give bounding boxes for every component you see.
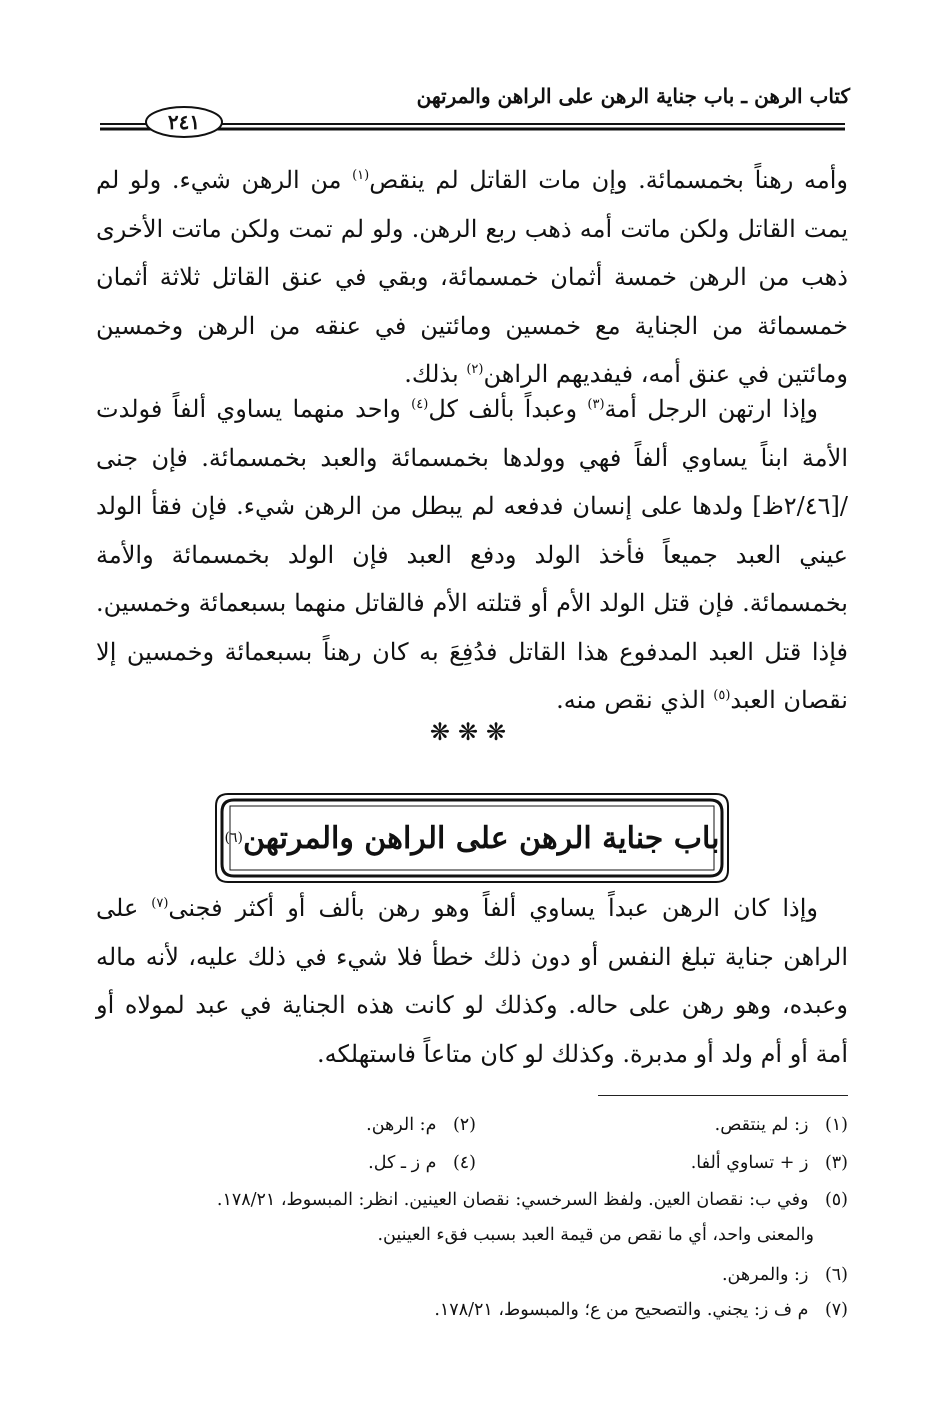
footnote-text: ز: والمرهن. [721,1265,809,1285]
footnote-marker-7[interactable]: (٧) [151,896,169,911]
footnote-text: ز + تساوي ألفا. [690,1153,809,1173]
footnote-text: م ف ز: يجني. والتصحيح من ع؛ والمبسوط، ١٧٨/٢١. [434,1300,809,1320]
footnote-marker-1[interactable]: (١) [352,168,370,183]
footnote-number: (١) [824,1115,848,1135]
section-separator: ❋❋❋ [429,718,515,746]
paragraph-1 [96,156,848,399]
text-span: على الراهن جناية تبلغ النفس أو دون ذلك خطأ فلا شيء في ذلك عليه، لأنه ماله وعبده، وهو رهن على حاله. وكذلك لو كانت هذه الجناية في عبد لمولاه أو أمة أو أم ولد أو مدبرة. وكذلك لو كان متاعاً فاستهلكه. [96,894,848,1068]
paragraph-2 [96,385,848,725]
text-span: وعبداً بألف كل [428,395,588,423]
footnote-5 [217,1187,848,1213]
footnote-3 [691,1150,848,1176]
footnote-text: م: الرهن. [366,1115,437,1135]
paragraph-3 [96,884,848,1078]
text-span: واحد منهما يساوي ألفاً فولدت الأمة ابناً يساوي ألفاً فهي وولدها بخمسمائة والعبد بخمسمائة. فإن جنى /[٢/٤٦ظ] ولدها على إنسان فدفعه لم يبطل من الرهن شيء. فإن فقأ الولد عيني العبد جميعاً فأخذ الولد ودفع العبد فإن الولد بخمسمائة والأمة بخمسمائة. فإن قتل الولد الأم أو قتلته الأم فالقاتل منهما بسبعمائة وخمسين. فإذا قتل العبد المدفوع هذا القاتل فدُفِعَ به كان رهناً بسبعمائة وخمسين إلا نقصان العبد [96,395,848,714]
footnote-separator-rule [598,1095,848,1096]
footnote-1 [715,1112,848,1138]
footnote-6 [722,1262,848,1288]
footnote-number: (٧) [824,1300,848,1320]
footnote-5-continuation: والمعنى واحد، أي ما نقص من قيمة العبد بسبب فقء العينين. [377,1225,814,1245]
footnote-number: (٦) [824,1265,848,1285]
footnote-7 [434,1297,848,1323]
text-span: بذلك. [404,360,467,388]
text-span: من الرهن شيء. ولو لم يمت القاتل ولكن ماتت أمه ذهب ربع الرهن. ولو لم تمت ولكن ماتت الأخرى ذهب من الرهن خمسة أثمان خمسمائة، وبقي في عنق القاتل ثلاثة أثمان خمسمائة من الجناية مع خمسين ومائتين في عنقه من الرهن وخمسين ومائتين في عنق أمه، فيفديهم الراهن [96,166,848,388]
footnote-number: (٣) [824,1153,848,1173]
footnote-number: (٢) [452,1115,476,1135]
footnote-marker-4[interactable]: (٤) [411,397,429,412]
chapter-title-text: باب جناية الرهن على الراهن والمرتهن [242,820,720,856]
footnote-2 [366,1112,476,1138]
text-span: وإذا ارتهن الرجل أمة [604,395,818,423]
footnote-text: وفي ب: نقصان العين. ولفظ السرخسي: نقصان العينين. انظر: المبسوط، ١٧٨/٢١. [216,1190,809,1210]
footnote-number: (٤) [452,1153,476,1173]
footnote-marker-6[interactable]: (٦) [224,830,243,846]
chapter-title [214,792,730,884]
footnote-text: م ز ـ كل. [368,1153,437,1173]
footnote-4 [368,1150,476,1176]
footnote-marker-3[interactable]: (٣) [587,397,605,412]
footnote-marker-5[interactable]: (٥) [713,688,731,703]
text-span: الذي نقص منه. [556,686,714,714]
running-header: كتاب الرهن ـ باب جناية الرهن على الراهن والمرتهن [416,84,850,108]
footnote-number: (٥) [824,1190,848,1210]
page-number: ٢٤١ [167,110,201,134]
footnote-marker-2[interactable]: (٢) [466,362,484,377]
text-span: وإذا كان الرهن عبداً يساوي ألفاً وهو رهن بألف أو أكثر فجنى [168,894,818,922]
text-span: وأمه رهناً بخمسمائة. وإن مات القاتل لم ينقص [369,166,849,194]
footnote-text: ز: لم ينتقص. [714,1115,809,1135]
